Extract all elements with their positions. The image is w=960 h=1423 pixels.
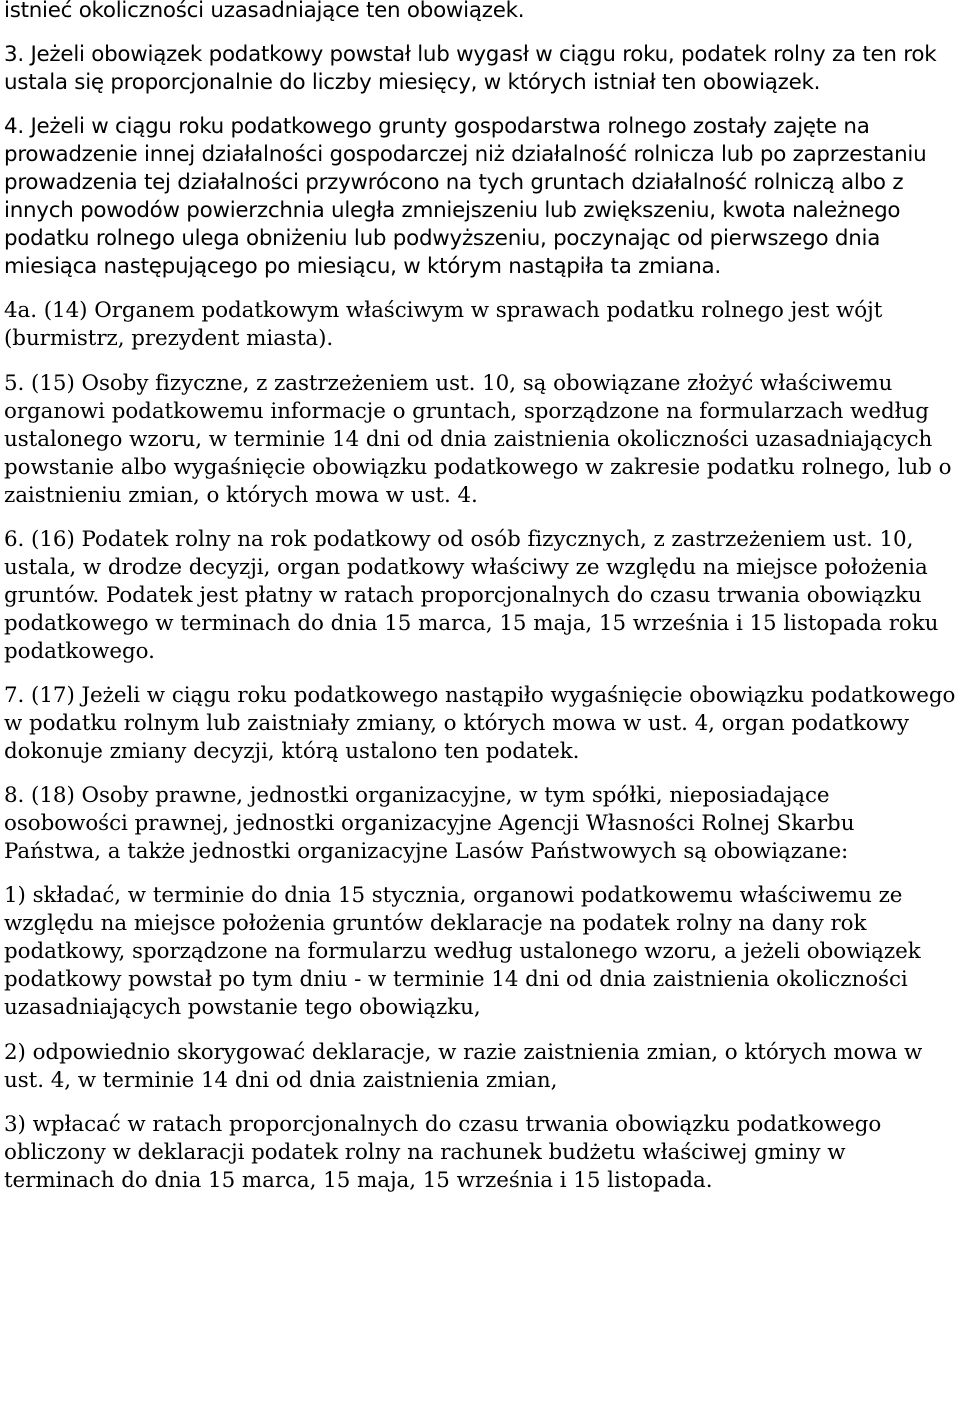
paragraph-3: 3. Jeżeli obowiązek podatkowy powstał lub wygasł w ciągu roku, podatek rolny za ten rok ustala się proporcjonalnie do liczby miesięcy, w których istniał ten obowiązek. — [4, 42, 937, 96]
list-item-3: 3) wpłacać w ratach proporcjonalnych do czasu trwania obowiązku podatkowego obliczony w deklaracji podatek rolny na rachunek budżetu właściwej gminy w terminach do dnia 15 marca, 15 maja, 15 września i 15 listopada. — [4, 1111, 882, 1193]
paragraph-continuation: istnieć okoliczności uzasadniające ten obowiązek. — [4, 0, 525, 23]
paragraph-7: 7. (17) Jeżeli w ciągu roku podatkowego nastąpiło wygaśnięcie obowiązku podatkowego w podatku rolnym lub zaistniały zmiany, o których mowa w ust. 4, organ podatkowy dokonuje zmiany decyzji, którą ustalono ten podatek. — [4, 682, 956, 765]
paragraph-6: 6. (16) Podatek rolny na rok podatkowy od osób fizycznych, z zastrzeżeniem ust. 10, ustala, w drodze decyzji, organ podatkowy właściwy ze względu na miejsce położenia gruntów. Podatek jest płatny w ratach proporcjonalnych do czasu trwania obowiązku podatkowego w terminach do dnia 15 marca, 15 maja, 15 września i 15 listopada roku podatkowego. — [4, 526, 939, 664]
paragraph-4a: 4a. (14) Organem podatkowym właściwym w sprawach podatku rolnego jest wójt (burmistrz, prezydent miasta). — [4, 298, 883, 352]
paragraph-8: 8. (18) Osoby prawne, jednostki organizacyjne, w tym spółki, nieposiadające osobowości prawnej, jednostki organizacyjne Agencji Własności Rolnej Skarbu Państwa, a także jednostki organizacyjne Lasów Państwowych są obowiązane: — [4, 783, 855, 865]
document-body — [4, 0, 958, 1211]
list-item-1: 1) składać, w terminie do dnia 15 stycznia, organowi podatkowemu właściwemu ze względu na miejsce położenia gruntów deklaracje na podatek rolny na dany rok podatkowy, sporządzone na formularzu według ustalonego wzoru, a jeżeli obowiązek podatkowy powstał po tym dniu - w terminie 14 dni od dnia zaistnienia okoliczności uzasadniających powstanie tego obowiązku, — [4, 883, 921, 1021]
paragraph-4: 4. Jeżeli w ciągu roku podatkowego grunty gospodarstwa rolnego zostały zajęte na prowadzenie innej działalności gospodarczej niż działalność rolnicza lub po zaprzestaniu prowadzenia tej działalności przywrócono na tych gruntach działalność rolniczą albo z innych powodów powierzchnia uległa zmniejszeniu lub zwiększeniu, kwota należnego podatku rolnego ulega obniżeniu lub podwyższeniu, poczynając od pierwszego dnia miesiąca następującego po miesiącu, w którym nastąpiła ta zmiana. — [4, 114, 927, 280]
list-item-2: 2) odpowiednio skorygować deklaracje, w razie zaistnienia zmian, o których mowa w ust. 4, w terminie 14 dni od dnia zaistnienia zmian, — [4, 1039, 923, 1093]
paragraph-5: 5. (15) Osoby fizyczne, z zastrzeżeniem ust. 10, są obowiązane złożyć właściwemu organowi podatkowemu informacje o gruntach, sporządzone na formularzach według ustalonego wzoru, w terminie 14 dni od dnia zaistnienia okoliczności uzasadniających powstanie albo wygaśnięcie obowiązku podatkowego w zakresie podatku rolnego, lub o zaistnieniu zmian, o których mowa w ust. 4. — [4, 370, 952, 508]
